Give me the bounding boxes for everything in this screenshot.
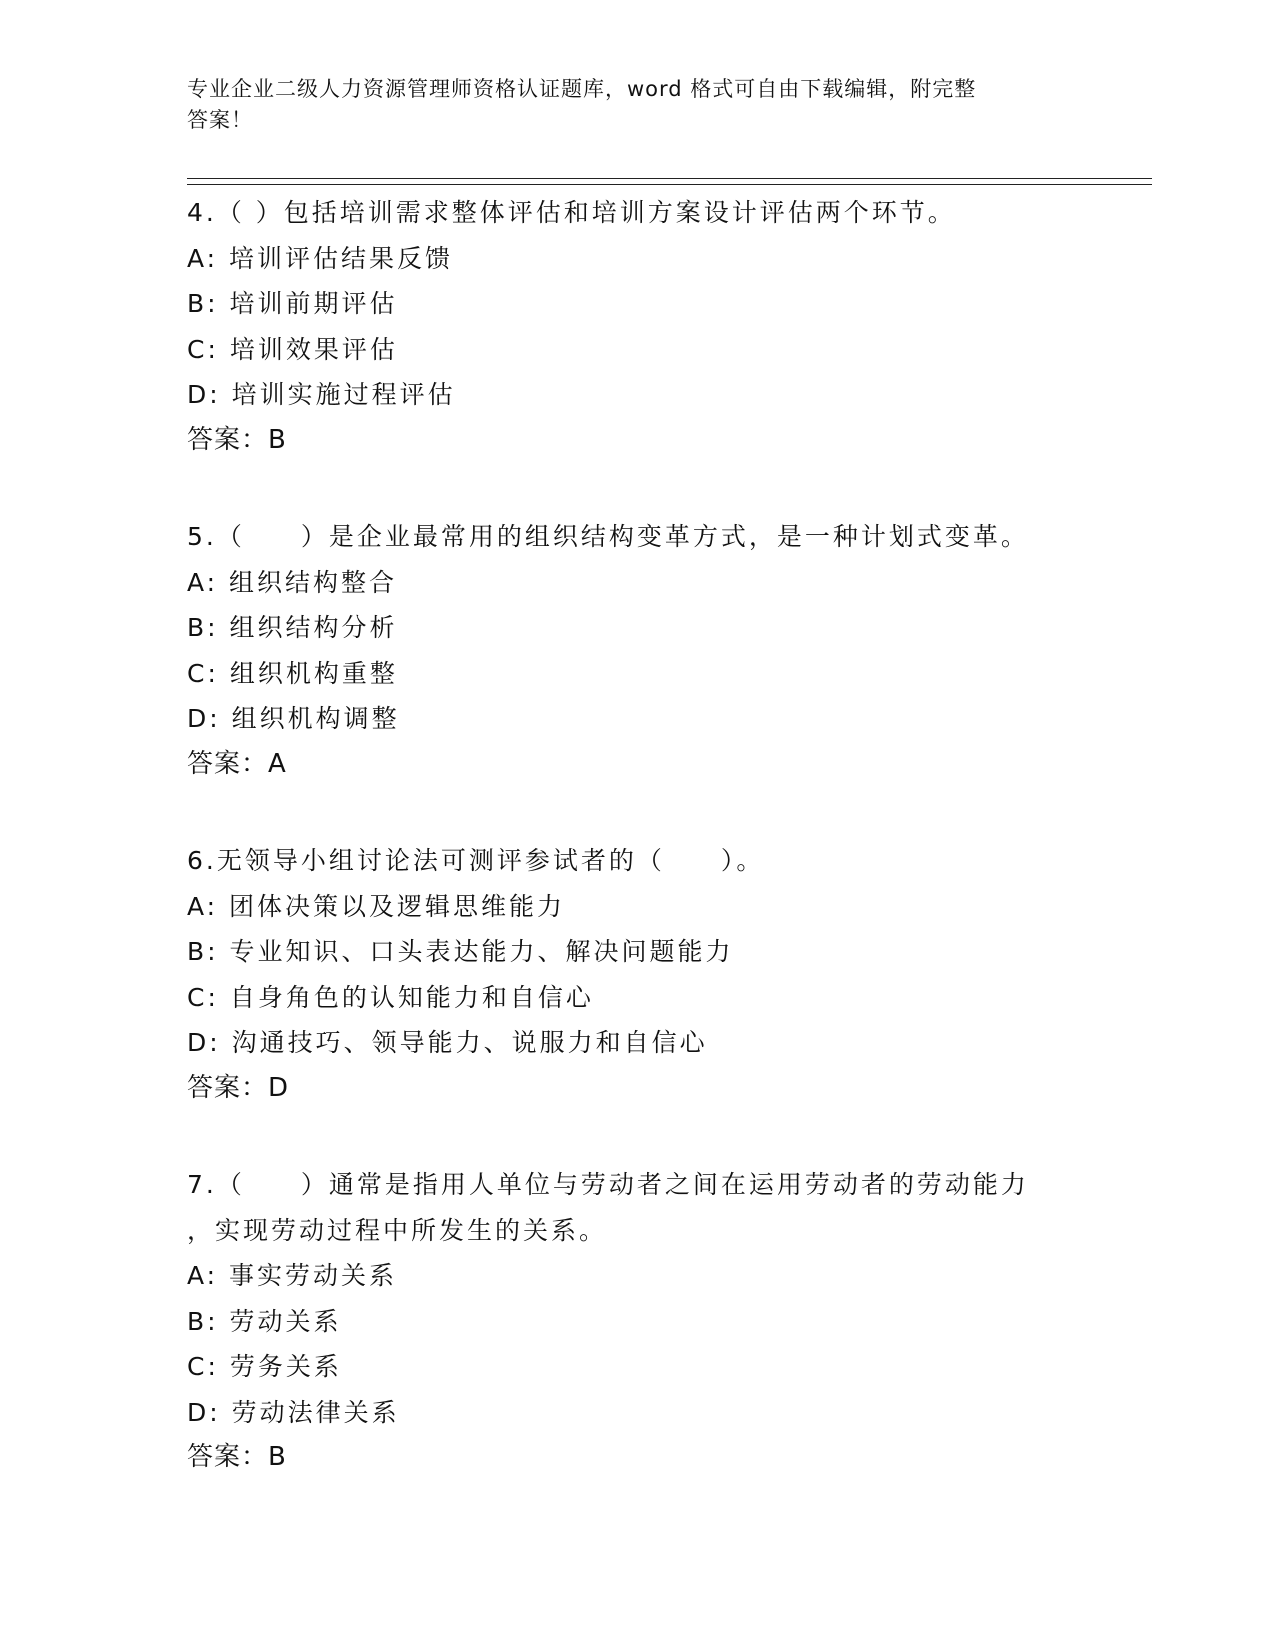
option-a: A: 事实劳动关系: [187, 1261, 398, 1290]
header-line-2: 答案！: [187, 108, 253, 132]
document-header: [187, 74, 1087, 136]
question-stem: 6.无领导小组讨论法可测评参试者的（ ）。: [187, 846, 765, 875]
answer-label: 答案：A: [187, 748, 287, 779]
answer-label: 答案：B: [187, 1442, 287, 1472]
option-a: A: 组织结构整合: [187, 567, 398, 597]
option-b: B: 专业知识、口头表达能力、解决问题能力: [187, 937, 734, 966]
question-list: [187, 190, 1067, 1532]
option-a: A: 团体决策以及逻辑思维能力: [187, 891, 566, 921]
option-d: D: 劳动法律关系: [187, 1397, 400, 1427]
question-4: [187, 190, 1067, 463]
option-c: C: 自身角色的认知能力和自信心: [187, 982, 594, 1012]
option-d: D: 沟通技巧、领导能力、说服力和自信心: [187, 1028, 708, 1057]
option-c: C: 劳务关系: [187, 1352, 342, 1381]
question-stem-continued: ，实现劳动过程中所发生的关系。: [187, 1215, 608, 1245]
header-line-1: 专业企业二级人力资源管理师资格认证题库，word 格式可自由下载编辑，附完整: [187, 77, 977, 101]
option-d: D: 培训实施过程评估: [187, 380, 456, 409]
header-divider: [187, 178, 1152, 185]
option-c: C: 组织机构重整: [187, 658, 398, 688]
option-c: C: 培训效果评估: [187, 334, 398, 364]
option-d: D: 组织机构调整: [187, 704, 400, 733]
question-7: [187, 1162, 1067, 1481]
option-b: B: 培训前期评估: [187, 289, 398, 318]
question-stem: 5.（ ）是企业最常用的组织结构变革方式，是一种计划式变革。: [187, 522, 1029, 551]
option-b: B: 组织结构分析: [187, 613, 398, 642]
answer-label: 答案：B: [187, 424, 287, 455]
option-a: A: 培训评估结果反馈: [187, 243, 454, 273]
question-5: [187, 514, 1067, 787]
question-stem: 4.（ ）包括培训需求整体评估和培训方案设计评估两个环节。: [187, 198, 956, 227]
answer-label: 答案：D: [187, 1072, 290, 1103]
question-6: [187, 838, 1067, 1111]
question-stem: 7.（ ）通常是指用人单位与劳动者之间在运用劳动者的劳动能力: [187, 1170, 1029, 1199]
option-b: B: 劳动关系: [187, 1306, 342, 1336]
